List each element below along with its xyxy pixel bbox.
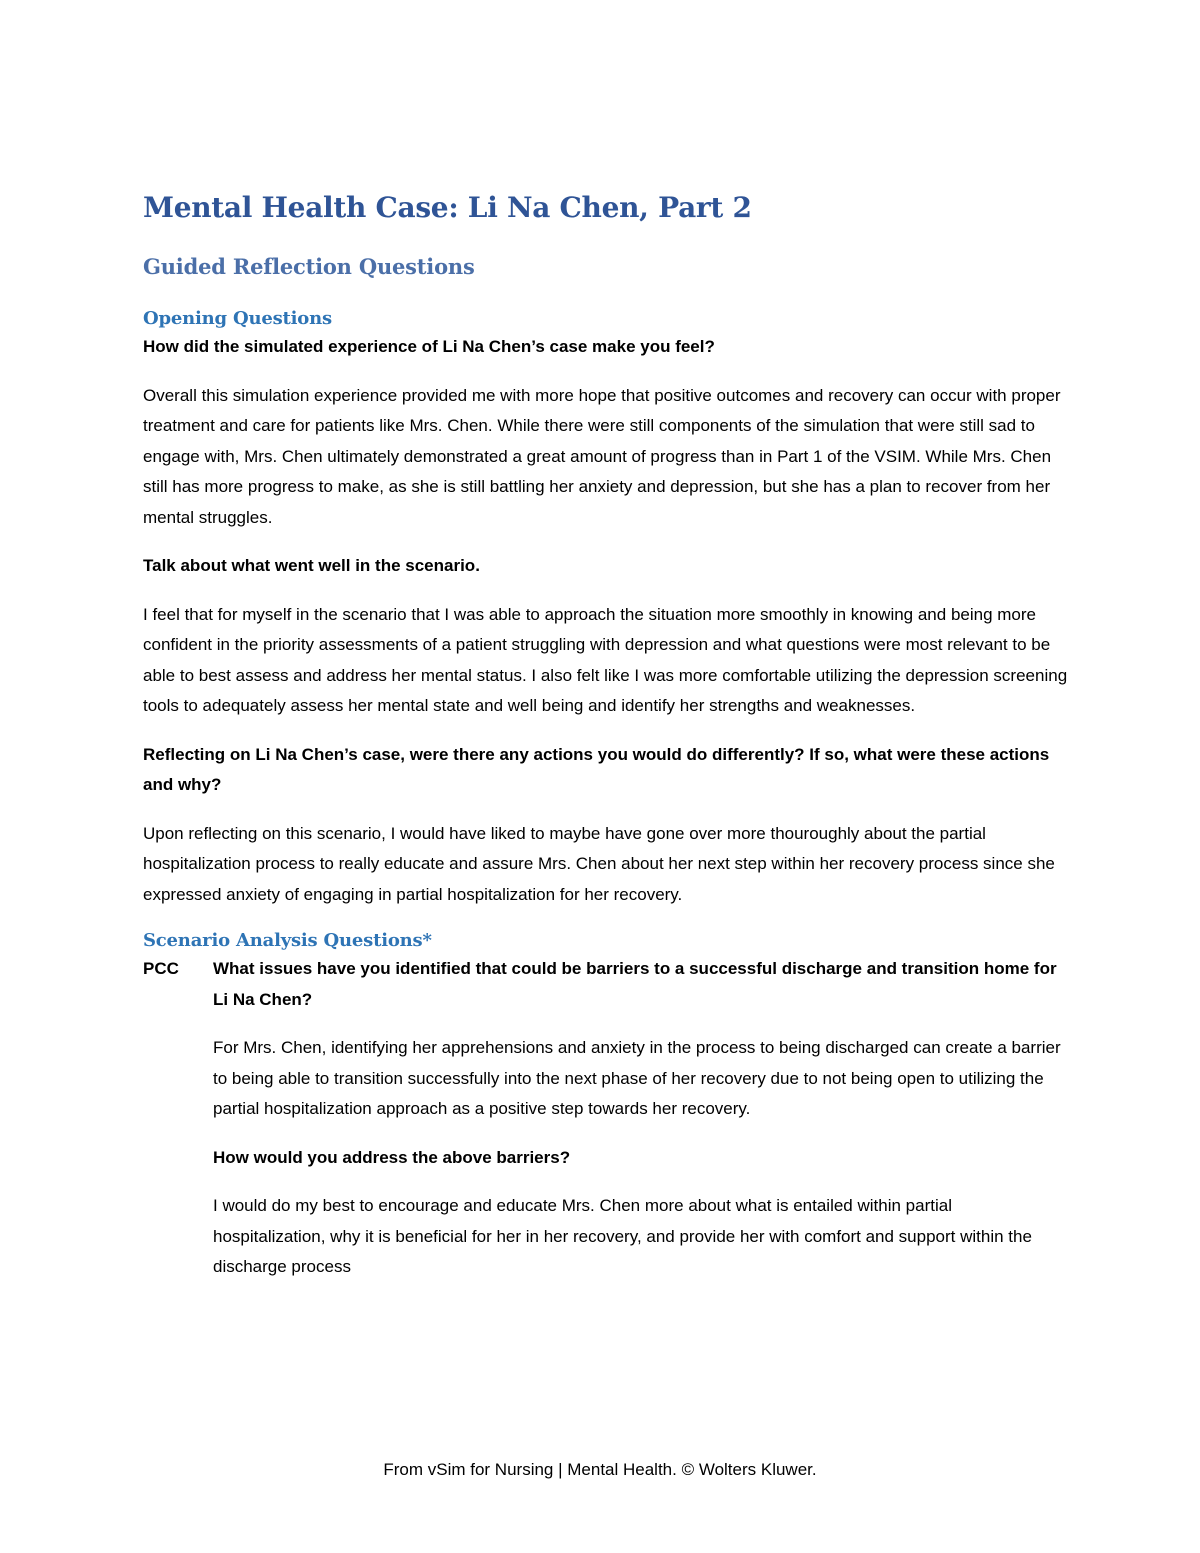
- followup-question: How would you address the above barriers?: [213, 1147, 571, 1167]
- page-subtitle: Guided Reflection Questions: [143, 254, 475, 279]
- document-content: [143, 188, 1068, 1301]
- pcc-question: What issues have you identified that could be barriers to a successful discharge and transition home for Li Na Chen?: [213, 959, 1057, 1009]
- opening-question-1: How did the simulated experience of Li Na Chen’s case make you feel?: [143, 337, 715, 356]
- opening-answer-1: Overall this simulation experience provided me with more hope that positive outcomes and recovery can occur with proper treatment and care for patients like Mrs. Chen. While there were still components of the simulation that were still sad to engage with, Mrs. Chen ultimately demonstrated a great amount of progress than in Part 1 of the VSIM. While Mrs. Chen still has more progress to make, as she is still battling her anxiety and depression, but she has a plan to recover from her mental struggles.: [143, 385, 1061, 527]
- pcc-question-row: [143, 954, 1068, 1015]
- pcc-label: PCC: [143, 959, 179, 978]
- pcc-answer: For Mrs. Chen, identifying her apprehensions and anxiety in the process to being discharged can create a barrier to being able to transition successfully into the next phase of her recovery due to not being open to utilizing the partial hospitalization approach as a positive step towards her recovery.: [213, 1038, 1061, 1118]
- opening-answer-2: I feel that for myself in the scenario that I was able to approach the situation more smoothly in knowing and being more confident in the priority assessments of a patient struggling with depression and what questions were most relevant to be able to best assess and address her mental status. I also felt like I was more comfortable utilizing the depression screening tools to adequately assess her mental state and well being and identify her strengths and weaknesses.: [143, 604, 1068, 715]
- opening-question-2: Talk about what went well in the scenario.: [143, 556, 480, 575]
- followup-answer: I would do my best to encourage and educate Mrs. Chen more about what is entailed within partial hospitalization, why it is beneficial for her in her recovery, and provide her with comfort and support within the discharge process: [213, 1196, 1032, 1276]
- page-footer: From vSim for Nursing | Mental Health. © Wolters Kluwer.: [383, 1460, 817, 1479]
- page-title: Mental Health Case: Li Na Chen, Part 2: [143, 191, 752, 224]
- opening-answer-3: Upon reflecting on this scenario, I would have liked to maybe have gone over more thouroughly about the partial hospitalization process to really educate and assure Mrs. Chen about her next step within her recovery process since she expressed anxiety of engaging in partial hospitalization for her recovery.: [143, 823, 1055, 904]
- scenario-analysis-heading: Scenario Analysis Questions*: [143, 930, 432, 951]
- opening-question-3: Reflecting on Li Na Chen’s case, were there any actions you would do differently? If so, what were these actions and why?: [143, 744, 1050, 794]
- opening-questions-heading: Opening Questions: [143, 308, 332, 329]
